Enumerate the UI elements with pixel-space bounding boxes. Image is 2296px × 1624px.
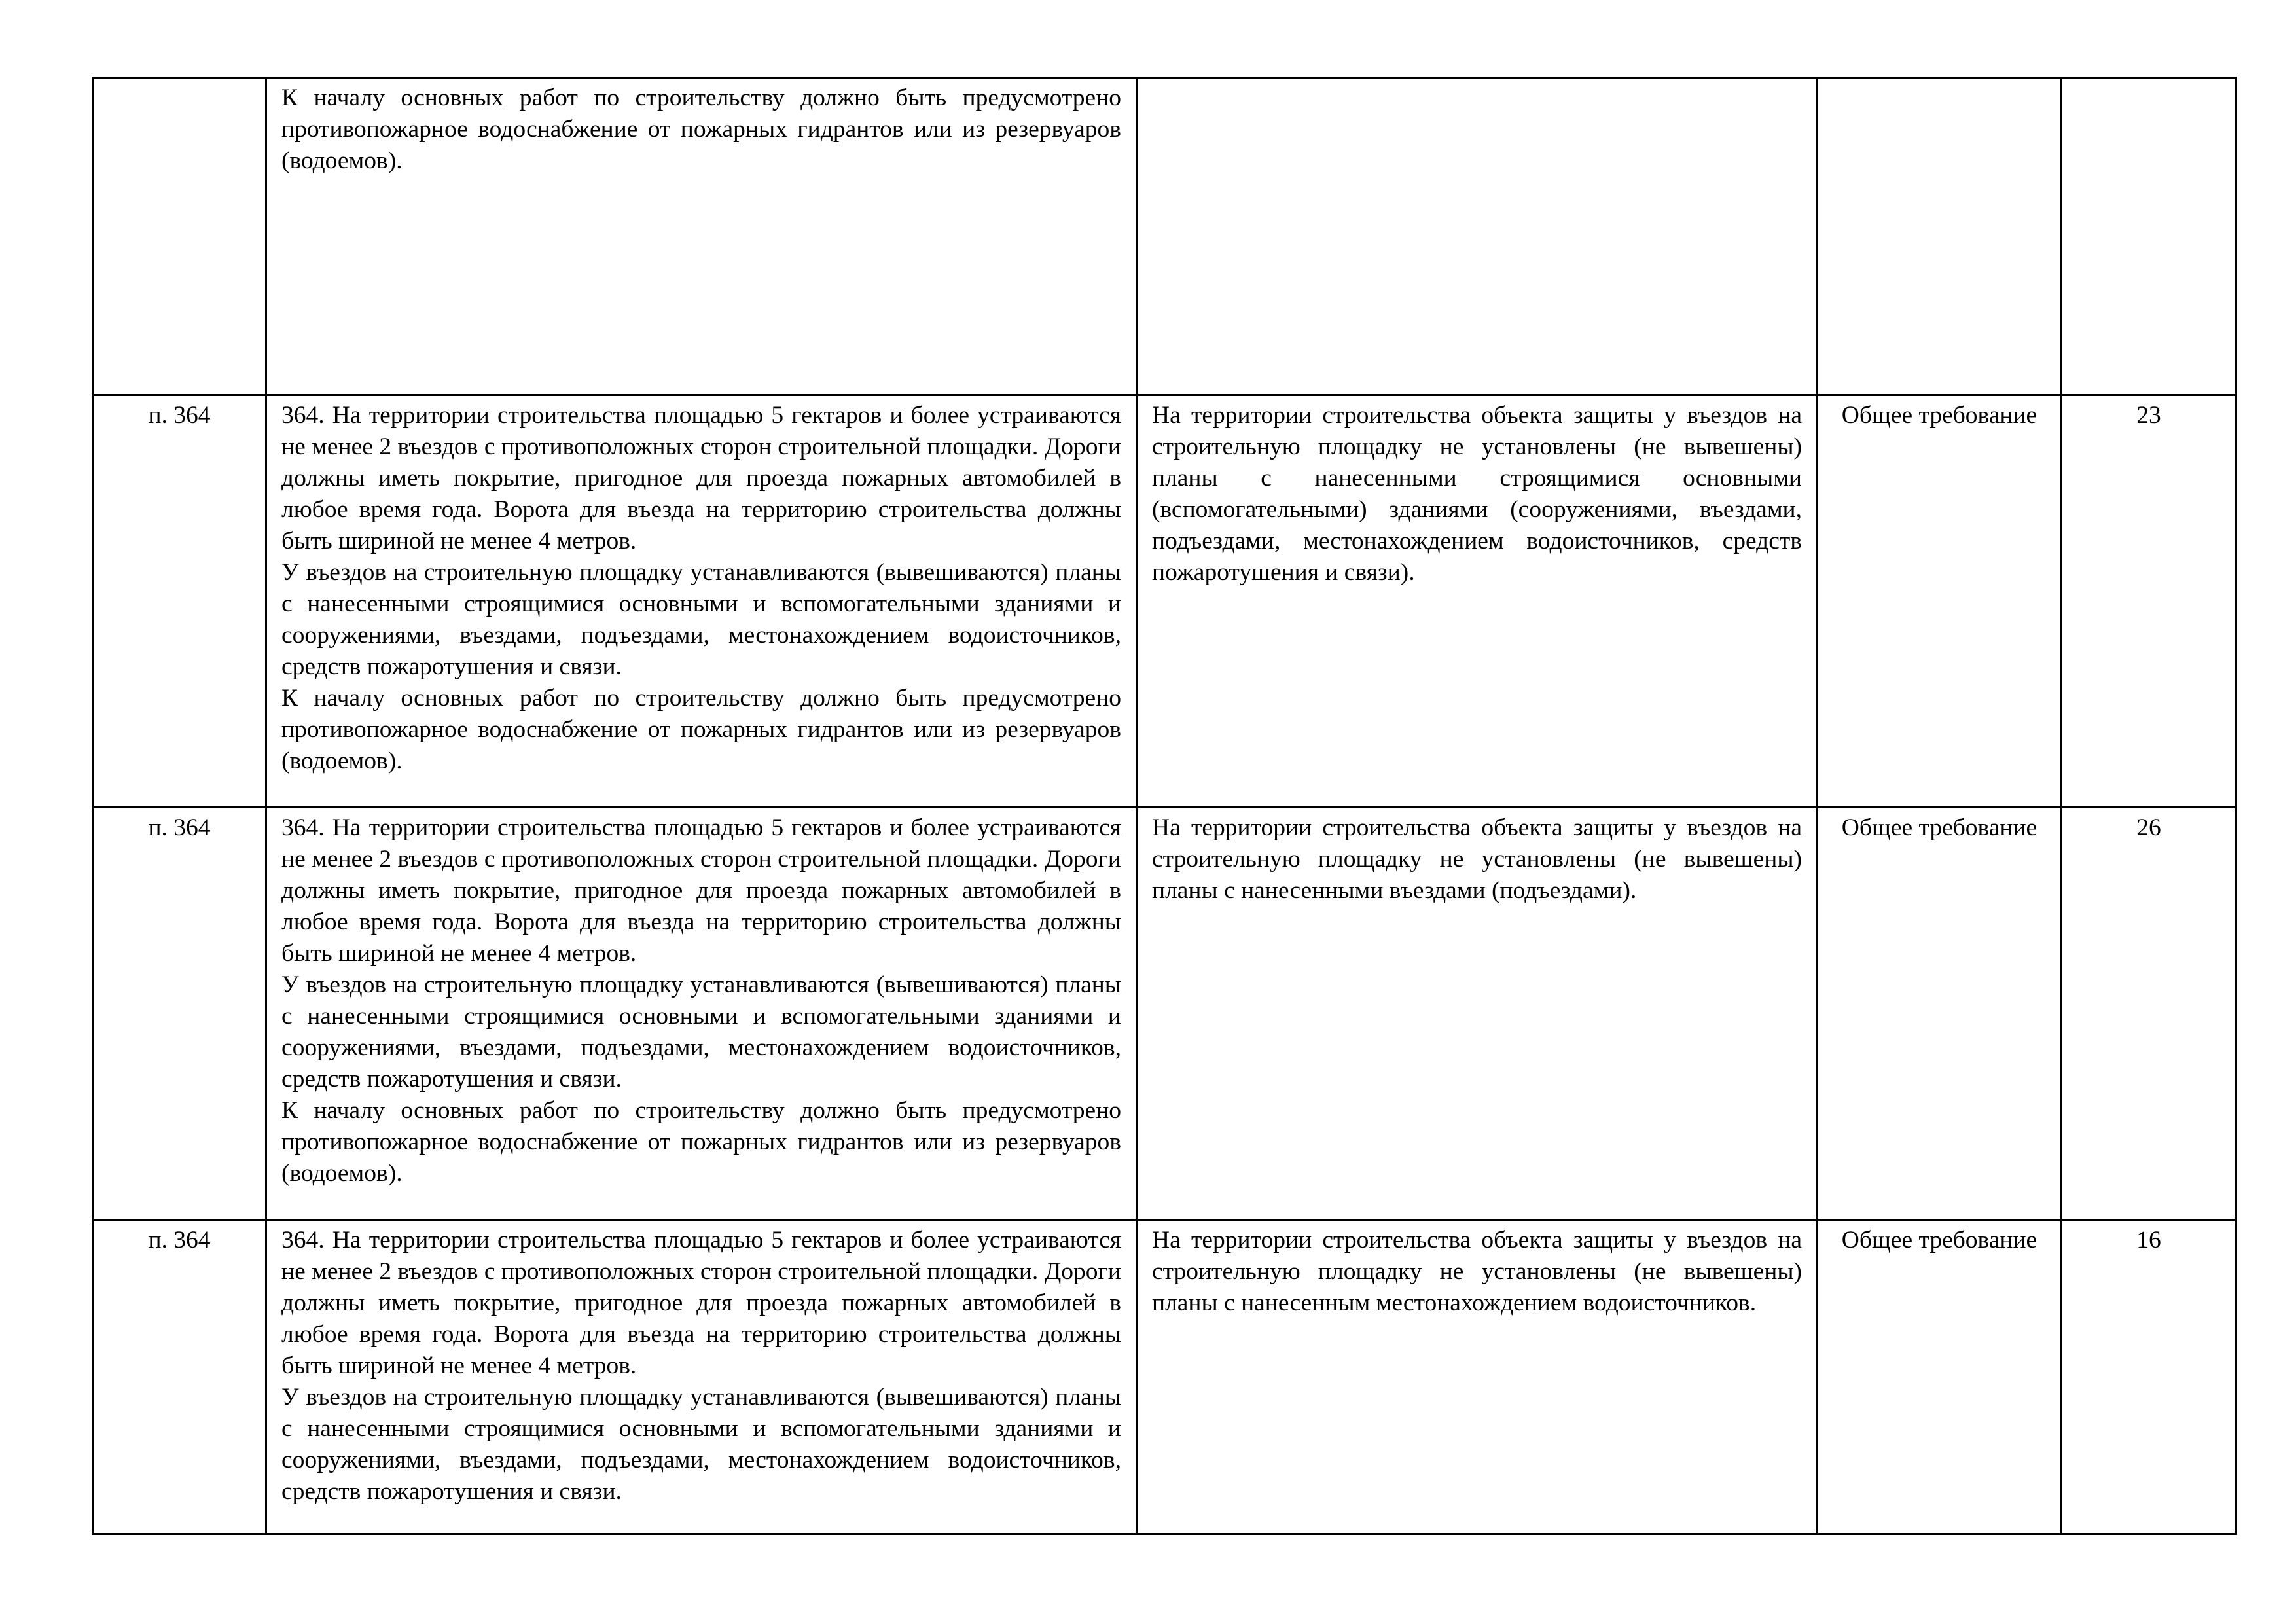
- requirement-type-cell: Общее требование: [1818, 808, 2062, 1220]
- requirement-paragraph: 364. На территории строительства площадью 5 гектаров и более устраиваются не менее 2 въездов с противоположных сторон строительной площадки. Дороги должны иметь покрытие, пригодное для проезда пожарных автомобилей в любое время года. Ворота для въезда на территорию строительства должны быть шириной не менее 4 метров.: [281, 814, 1121, 967]
- requirement-paragraph: К началу основных работ по строительству должно быть предусмотрено противопожарное водоснабжение от пожарных гидрантов или из резервуаров (водоемов).: [281, 1097, 1121, 1187]
- requirement-paragraph: 364. На территории строительства площадью 5 гектаров и более устраиваются не менее 2 въездов с противоположных сторон строительной площадки. Дороги должны иметь покрытие, пригодное для проезда пожарных автомобилей в любое время года. Ворота для въезда на территорию строительства должны быть шириной не менее 4 метров.: [281, 1227, 1121, 1379]
- requirement-paragraph: К началу основных работ по строительству должно быть предусмотрено противопожарное водоснабжение от пожарных гидрантов или из резервуаров (водоемов).: [281, 84, 1121, 174]
- table-row: [93, 808, 2236, 1220]
- requirements-table: [92, 77, 2237, 1535]
- violation-cell: [1137, 78, 1818, 395]
- count-cell: [2062, 78, 2236, 395]
- requirement-paragraph: У въездов на строительную площадку устанавливаются (вывешиваются) планы с нанесенными строящимися основными и вспомогательными зданиями и сооружениями, въездами, подъездами, местонахождением водоисточников, средств пожаротушения и связи.: [281, 559, 1121, 680]
- clause-ref-cell: п. 364: [93, 395, 266, 808]
- table-row: [93, 1220, 2236, 1534]
- requirement-paragraph: У въездов на строительную площадку устанавливаются (вывешиваются) планы с нанесенными строящимися основными и вспомогательными зданиями и сооружениями, въездами, подъездами, местонахождением водоисточников, средств пожаротушения и связи.: [281, 971, 1121, 1092]
- requirement-paragraph: К началу основных работ по строительству должно быть предусмотрено противопожарное водоснабжение от пожарных гидрантов или из резервуаров (водоемов).: [281, 685, 1121, 774]
- violation-cell: На территории строительства объекта защиты у въездов на строительную площадку не установлены (не вывешены) планы с нанесенными строящимися основными (вспомогательными) зданиями (сооружениями, въездами, подъездами, местонахождением водоисточников, средств пожаротушения и связи).: [1137, 395, 1818, 808]
- count-cell: 23: [2062, 395, 2236, 808]
- table-row: [93, 78, 2236, 395]
- requirement-type-cell: Общее требование: [1818, 395, 2062, 808]
- requirement-type-cell: Общее требование: [1818, 1220, 2062, 1534]
- clause-ref-cell: [93, 78, 266, 395]
- table-row: [93, 395, 2236, 808]
- count-cell: 26: [2062, 808, 2236, 1220]
- requirement-paragraph: У въездов на строительную площадку устанавливаются (вывешиваются) планы с нанесенными строящимися основными и вспомогательными зданиями и сооружениями, въездами, подъездами, местонахождением водоисточников, средств пожаротушения и связи.: [281, 1384, 1121, 1505]
- clause-ref-cell: п. 364: [93, 1220, 266, 1534]
- requirement-type-cell: [1818, 78, 2062, 395]
- requirement-cell: [266, 808, 1137, 1220]
- count-cell: 16: [2062, 1220, 2236, 1534]
- violation-cell: На территории строительства объекта защиты у въездов на строительную площадку не установлены (не вывешены) планы с нанесенными въездами (подъездами).: [1137, 808, 1818, 1220]
- requirement-paragraph: 364. На территории строительства площадью 5 гектаров и более устраиваются не менее 2 въездов с противоположных сторон строительной площадки. Дороги должны иметь покрытие, пригодное для проезда пожарных автомобилей в любое время года. Ворота для въезда на территорию строительства должны быть шириной не менее 4 метров.: [281, 402, 1121, 554]
- requirement-cell: [266, 78, 1137, 395]
- requirement-cell: [266, 1220, 1137, 1534]
- clause-ref-cell: п. 364: [93, 808, 266, 1220]
- violation-cell: На территории строительства объекта защиты у въездов на строительную площадку не установлены (не вывешены) планы с нанесенным местонахождением водоисточников.: [1137, 1220, 1818, 1534]
- requirement-cell: [266, 395, 1137, 808]
